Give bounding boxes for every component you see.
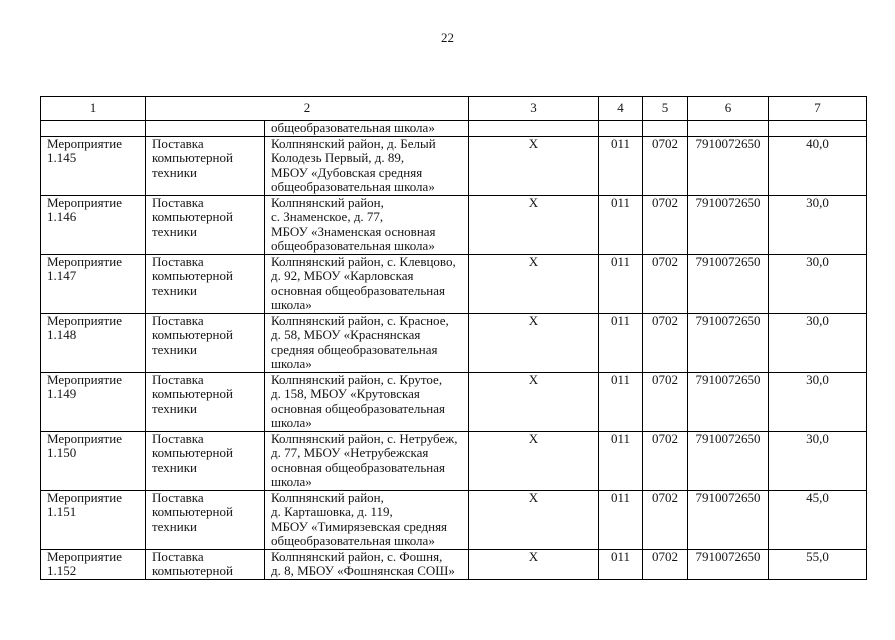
cell-line: 011 [610,195,631,210]
cell-line: 1.145 [47,150,77,165]
cell-line: 1.152 [47,563,77,578]
col-5-cell [643,254,688,313]
cell-line: 1.150 [47,445,77,460]
col-7-cell [769,254,867,313]
continuation-row [41,121,867,137]
cell-line: 011 [610,254,631,269]
cell-line: техники [152,518,197,534]
cell-line: компьютерной [152,563,233,578]
cell-line: 0702 [652,313,678,328]
cell-line: основная общеобразовательная [271,459,445,475]
cell-line: 7910072650 [695,549,761,564]
cell-line: д. 92, МБОУ «Карловская [271,268,414,283]
item-cell [146,254,265,313]
col-5-cell [643,549,688,579]
cell-line: 0702 [652,431,678,446]
item-cell [146,313,265,372]
header-row [41,97,867,121]
cell-line: X [528,490,539,505]
col-3-cell [469,313,599,372]
cell-line: 7910072650 [695,372,761,387]
cell-line: Колпнянский район, с. Фошня, [271,549,443,564]
col-5-cell [643,121,688,137]
col-5-cell [643,372,688,431]
address-cell [265,490,469,549]
cell-line: 011 [610,549,631,564]
header-cell-3: 3 [469,97,599,121]
cell-line: Колпнянский район, [271,195,384,210]
cell-line: МБОУ «Знаменская основная [271,223,436,239]
cell-line: Мероприятие [47,549,122,564]
col-6-cell [688,254,769,313]
cell-line: д. 8, МБОУ «Фошнянская СОШ» [271,563,455,578]
cell-line: техники [152,223,197,239]
cell-line: общеобразовательная школа» [271,179,435,194]
cell-line: д. 158, МБОУ «Крутовская [271,386,420,401]
cell-line: 40,0 [806,136,829,151]
item-cell [146,195,265,254]
col-5-cell [643,136,688,195]
cell-line: 0702 [652,136,678,151]
table-body [41,121,867,580]
col-7-cell [769,121,867,137]
cell-line: основная общеобразовательная [271,282,445,298]
col-7-cell [769,313,867,372]
col-6-cell [688,121,769,137]
address-cell [265,313,469,372]
event-cell [41,490,146,549]
cell-line: 0702 [652,490,678,505]
cell-line: Поставка [152,549,204,564]
cell-line: Мероприятие [47,195,122,210]
cell-line: 30,0 [806,372,829,387]
cell-line: X [528,313,539,328]
cell-line: школа» [271,474,312,489]
event-cell [41,195,146,254]
cell-line: Поставка [152,136,204,151]
col-4-cell [599,121,643,137]
address-cell [265,195,469,254]
cell-line: 7910072650 [695,136,761,151]
cell-line: 1.151 [47,504,77,519]
cell-line: Мероприятие [47,372,122,387]
cell-line: 011 [610,313,631,328]
col-4-cell [599,490,643,549]
cell-line: 7910072650 [695,254,761,269]
cell-line: средняя общеобразовательная [271,341,438,357]
col-5-cell [643,195,688,254]
col-3-cell [469,490,599,549]
cell-line: компьютерной [152,209,233,224]
cell-line: Колпнянский район, с. Крутое, [271,372,443,387]
cell-line: 7910072650 [695,431,761,446]
cell-line: Колпнянский район, с. Красное, [271,313,449,328]
cell-line: техники [152,400,197,416]
event-cell [41,254,146,313]
col-7-cell [769,431,867,490]
address-cell [265,549,469,579]
event-cell [41,431,146,490]
cell-line: школа» [271,297,312,312]
cell-line: д. 58, МБОУ «Краснянская [271,327,421,342]
table-row [41,195,867,254]
col-7-cell [769,136,867,195]
header-cell-1: 1 [41,97,146,121]
cell-line: Колпнянский район, д. Белый [271,136,436,151]
item-cell [146,431,265,490]
col-6-cell [688,195,769,254]
header-cell-7: 7 [769,97,867,121]
col-4-cell [599,372,643,431]
table-row [41,313,867,372]
header-cell-5: 5 [643,97,688,121]
cell-line: 7910072650 [695,490,761,505]
cell-line: 1.146 [47,209,77,224]
col-6-cell [688,549,769,579]
address-cell [265,372,469,431]
cell-line: 30,0 [806,431,829,446]
cell-line: компьютерной [152,445,233,460]
col-3-cell [469,136,599,195]
cell-line: компьютерной [152,327,233,342]
cell-line: Мероприятие [47,136,122,151]
item-cell [146,372,265,431]
table-row [41,254,867,313]
cell-line: 011 [610,136,631,151]
table-header [41,97,867,121]
header-cell-6: 6 [688,97,769,121]
cell-line: 7910072650 [695,195,761,210]
col-4-cell [599,313,643,372]
col-7-cell [769,195,867,254]
col-6-cell [688,431,769,490]
cell-line: компьютерной [152,386,233,401]
address-cell [265,431,469,490]
cell-line: 1.148 [47,327,77,342]
cell-line: Колпнянский район, с. Клевцово, [271,254,456,269]
cell-line: Поставка [152,490,204,505]
cell-line: Мероприятие [47,313,122,328]
cell-line: X [528,254,539,269]
table-row [41,136,867,195]
table-row [41,490,867,549]
cell-line: Поставка [152,313,204,328]
col-6-cell [688,136,769,195]
col-7-cell [769,490,867,549]
item-cell [146,490,265,549]
cell-line: техники [152,164,197,180]
cell-line: 1.147 [47,268,77,283]
page-number: 22 [441,30,454,45]
cell-line: 30,0 [806,254,829,269]
cell-line: X [528,136,539,151]
cell-line: 011 [610,431,631,446]
cell-line: 30,0 [806,195,829,210]
event-cell [41,136,146,195]
cell-line: общеобразовательная школа» [271,533,435,548]
col-6-cell [688,313,769,372]
col-3-cell [469,549,599,579]
col-6-cell [688,490,769,549]
col-5-cell [643,431,688,490]
cell-line: 55,0 [806,549,829,564]
header-cell-2: 2 [146,97,469,121]
cell-line: техники [152,341,197,357]
cell-line: Поставка [152,254,204,269]
events-table [40,96,867,580]
event-cell [41,372,146,431]
item-cell [146,121,265,137]
cell-line: д. 77, МБОУ «Нетрубежская [271,445,429,460]
col-3-cell [469,372,599,431]
col-3-cell [469,195,599,254]
cell-line: с. Знаменское, д. 77, [271,209,384,224]
cell-line: Поставка [152,195,204,210]
cell-line: 0702 [652,549,678,564]
col-4-cell [599,195,643,254]
item-cell [146,136,265,195]
cell-line: Мероприятие [47,490,122,505]
cell-line: общеобразовательная школа» [271,120,435,135]
address-cell [265,121,469,137]
cell-line: 0702 [652,372,678,387]
col-4-cell [599,431,643,490]
cell-line: X [528,195,539,210]
address-cell [265,136,469,195]
cell-line: Поставка [152,372,204,387]
event-cell [41,549,146,579]
cell-line: 0702 [652,254,678,269]
cell-line: X [528,372,539,387]
cell-line: Мероприятие [47,254,122,269]
col-5-cell [643,490,688,549]
col-3-cell [469,431,599,490]
cell-line: компьютерной [152,150,233,165]
cell-line: школа» [271,415,312,430]
cell-line: X [528,431,539,446]
cell-line: Поставка [152,431,204,446]
col-7-cell [769,372,867,431]
cell-line: Мероприятие [47,431,122,446]
col-3-cell [469,121,599,137]
col-3-cell [469,254,599,313]
cell-line: X [528,549,539,564]
cell-line: Колодезь Первый, д. 89, [271,150,405,165]
cell-line: школа» [271,356,312,371]
cell-line: компьютерной [152,504,233,519]
col-6-cell [688,372,769,431]
col-5-cell [643,313,688,372]
cell-line: Колпнянский район, с. Нетрубеж, [271,431,458,446]
col-4-cell [599,254,643,313]
cell-line: компьютерной [152,268,233,283]
event-cell [41,121,146,137]
table-row [41,372,867,431]
cell-line: техники [152,282,197,298]
cell-line: 7910072650 [695,313,761,328]
cell-line: 45,0 [806,490,829,505]
cell-line: 011 [610,490,631,505]
cell-line: МБОУ «Дубовская средняя [271,164,423,180]
cell-line: МБОУ «Тимирязевская средняя [271,518,448,534]
event-cell [41,313,146,372]
table-row [41,431,867,490]
cell-line: общеобразовательная школа» [271,238,435,253]
col-7-cell [769,549,867,579]
address-cell [265,254,469,313]
col-4-cell [599,136,643,195]
cell-line: д. Карташовка, д. 119, [271,504,393,519]
header-cell-4: 4 [599,97,643,121]
item-cell [146,549,265,579]
cell-line: основная общеобразовательная [271,400,445,416]
cell-line: 011 [610,372,631,387]
cell-line: Колпнянский район, [271,490,384,505]
cell-line: техники [152,459,197,475]
cell-line: 0702 [652,195,678,210]
col-4-cell [599,549,643,579]
cell-line: 1.149 [47,386,77,401]
table-row [41,549,867,579]
cell-line: 30,0 [806,313,829,328]
